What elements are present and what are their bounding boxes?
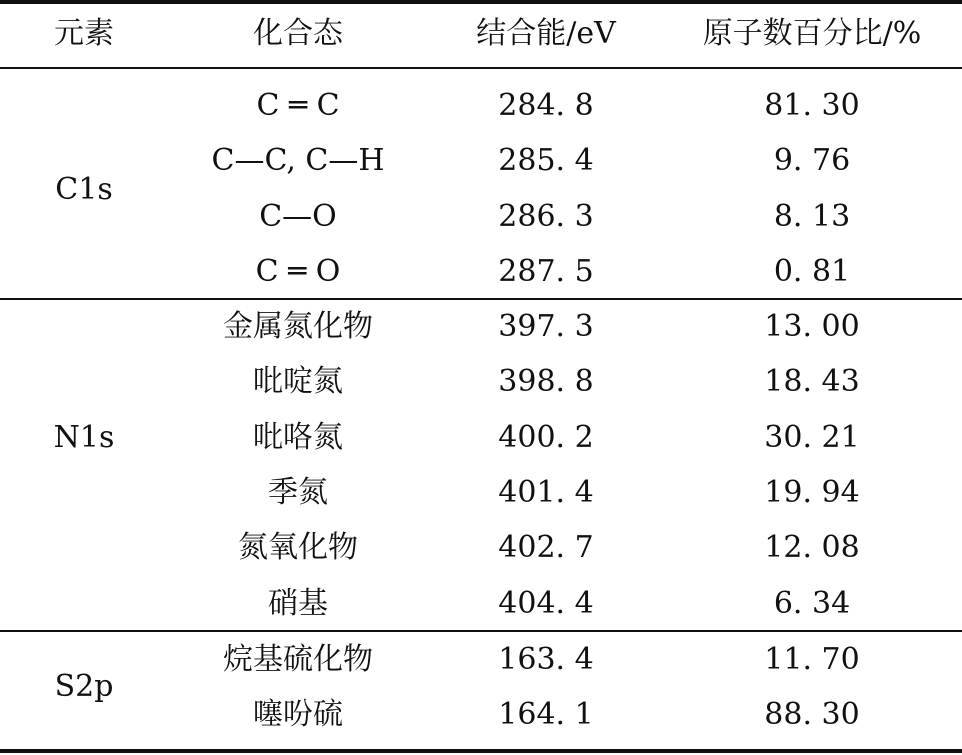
percent-cell: 6. 34 xyxy=(773,586,851,621)
state-cell: 金属氮化物 xyxy=(223,309,373,344)
energy-cell: 404. 4 xyxy=(498,586,594,621)
state-cell: 烷基硫化物 xyxy=(223,642,373,677)
group-divider-rule xyxy=(0,630,962,632)
state-cell: 吡啶氮 xyxy=(253,364,343,399)
percent-cell: 88. 30 xyxy=(764,697,860,732)
state-cell: 噻吩硫 xyxy=(253,697,343,732)
energy-cell: 287. 5 xyxy=(498,254,594,289)
energy-cell: 402. 7 xyxy=(498,530,594,565)
state-cell: 季氮 xyxy=(268,475,328,510)
energy-cell: 163. 4 xyxy=(498,642,594,677)
state-cell: C ═ C xyxy=(256,88,340,123)
state-cell: C—O xyxy=(259,199,337,234)
element-label: N1s xyxy=(53,420,115,455)
table-top-rule xyxy=(0,0,962,4)
percent-cell: 8. 13 xyxy=(773,199,851,234)
percent-cell: 9. 76 xyxy=(773,143,851,178)
energy-cell: 284. 8 xyxy=(498,88,594,123)
state-cell: 硝基 xyxy=(268,586,328,621)
element-label: C1s xyxy=(55,172,113,207)
percent-cell: 30. 21 xyxy=(764,420,860,455)
percent-cell: 19. 94 xyxy=(764,475,860,510)
percent-cell: 18. 43 xyxy=(764,364,860,399)
percent-cell: 11. 70 xyxy=(764,642,860,677)
header-chemical-state: 化合态 xyxy=(253,16,343,51)
element-label: S2p xyxy=(54,669,114,704)
header-element: 元素 xyxy=(54,16,114,51)
percent-cell: 81. 30 xyxy=(764,88,860,123)
energy-cell: 398. 8 xyxy=(498,364,594,399)
state-cell: C ═ O xyxy=(255,254,341,289)
state-cell: 氮氧化物 xyxy=(238,530,358,565)
energy-cell: 164. 1 xyxy=(498,697,594,732)
header-atomic-percent: 原子数百分比/% xyxy=(702,16,922,51)
percent-cell: 12. 08 xyxy=(764,530,860,565)
group-divider-rule xyxy=(0,298,962,300)
energy-cell: 286. 3 xyxy=(498,199,594,234)
table-header-rule xyxy=(0,67,962,69)
energy-cell: 401. 4 xyxy=(498,475,594,510)
percent-cell: 0. 81 xyxy=(773,254,851,289)
state-cell: C—C, C—H xyxy=(211,143,385,178)
table-bottom-rule xyxy=(0,749,962,753)
header-binding-energy: 结合能/eV xyxy=(476,16,616,51)
energy-cell: 400. 2 xyxy=(498,420,594,455)
percent-cell: 13. 00 xyxy=(764,309,860,344)
energy-cell: 397. 3 xyxy=(498,309,594,344)
energy-cell: 285. 4 xyxy=(498,143,594,178)
state-cell: 吡咯氮 xyxy=(253,420,343,455)
